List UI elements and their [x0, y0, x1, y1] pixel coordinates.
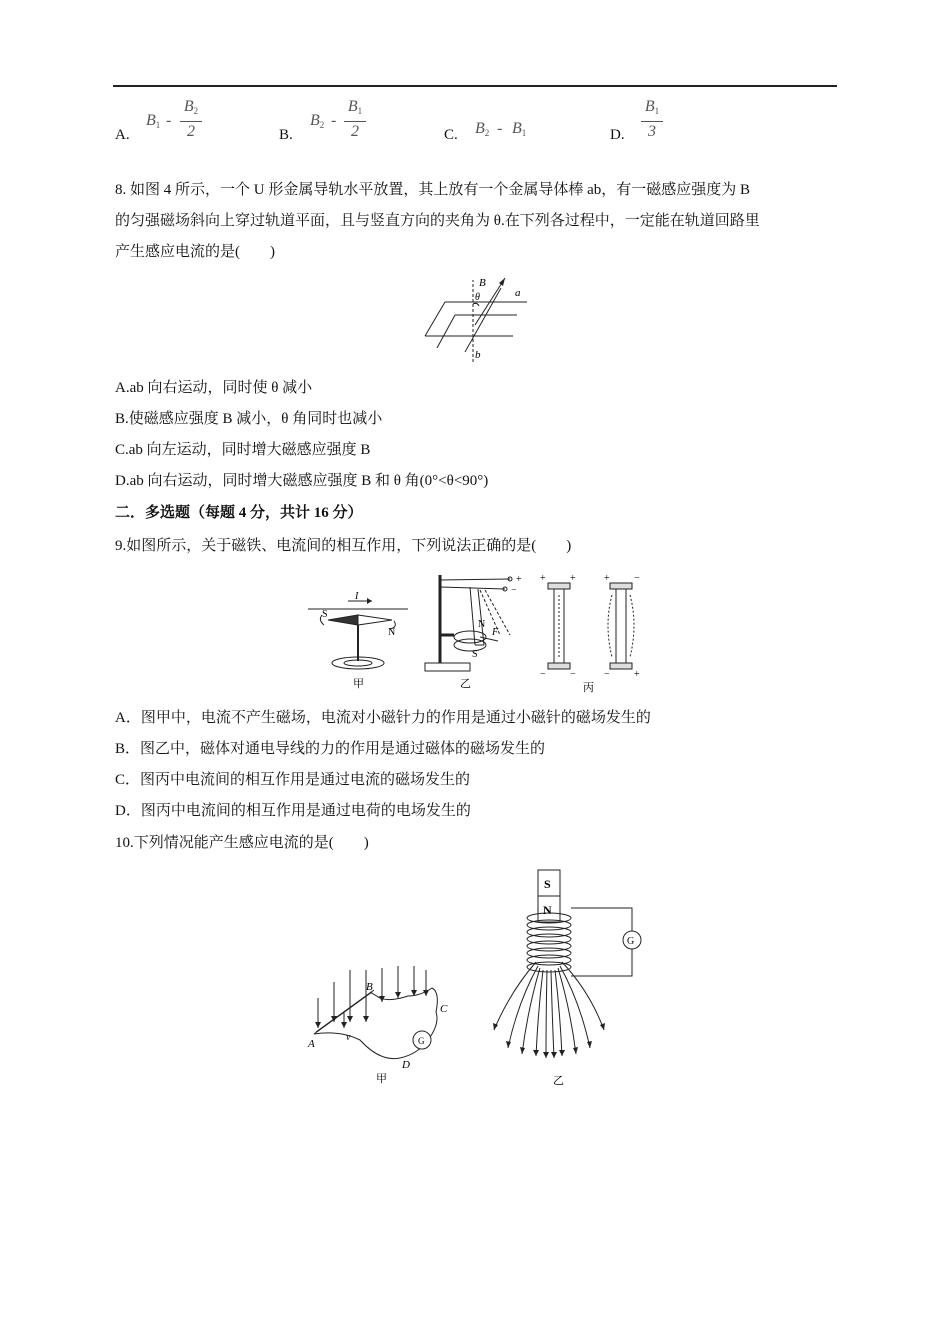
q9-option-c: C．图丙中电流间的相互作用是通过电流的磁场发生的: [115, 772, 471, 788]
q7-option-a-label: A.: [115, 127, 130, 143]
label-I: I: [355, 591, 359, 602]
q9-figure: [300, 565, 660, 697]
q7-option-b-op: -: [331, 112, 337, 129]
bing-plus-2: +: [570, 573, 576, 584]
label-N-yi: N: [478, 619, 486, 630]
q9-option-d: D．图丙中电流间的相互作用是通过电荷的电场发生的: [115, 803, 471, 819]
bing-plus-4: +: [634, 669, 640, 680]
label-b: b: [475, 349, 481, 361]
q8-option-c: C.ab 向左运动，同时增大磁感应强度 B: [115, 442, 371, 458]
q9-stem: 9.如图所示，关于磁铁、电流间的相互作用，下列说法正确的是( ): [115, 538, 572, 554]
q8-stem-line1: 8. 如图 4 所示，一个 U 形金属导轨水平放置，其上放有一个金属导体棒 ab，有一磁感应强度为 B: [115, 182, 750, 198]
bing-minus-2: −: [570, 669, 576, 680]
q7-option-a-fraction: $B_2$ 2: [180, 98, 202, 141]
label10-G-jia: G: [418, 1036, 425, 1046]
q7-option-a-lhs: $B_1$: [146, 112, 161, 130]
conductor-ab: [465, 288, 501, 352]
bing-plus-1: +: [540, 573, 546, 584]
header-rule: [113, 85, 837, 87]
label-theta: θ: [475, 292, 480, 303]
q7-option-a-op: -: [166, 112, 172, 129]
label10-B: B: [366, 981, 373, 993]
q7-option-c-label: C.: [444, 127, 458, 143]
fig-bing: [548, 583, 634, 669]
bing-left-top-clamp: [548, 583, 570, 589]
q8-option-b: B.使磁感应强度 B 减小，θ 角同时也减小: [115, 411, 383, 427]
label-S-yi: S: [472, 649, 478, 660]
q9-option-a: A．图甲中，电流不产生磁场，电流对小磁针力的作用是通过小磁针的磁场发生的: [115, 710, 651, 726]
caption-bing: 丙: [583, 682, 594, 694]
label10-v: v: [346, 1032, 351, 1043]
q9-option-b: B．图乙中，磁体对通电导线的力的作用是通过磁体的磁场发生的: [115, 741, 546, 757]
angle-arc: [473, 303, 479, 306]
q7-option-d-fraction: $B_1$ 3: [641, 98, 663, 141]
q10-figure: [300, 862, 650, 1092]
bing-minus-4: −: [604, 669, 610, 680]
q8-option-d: D.ab 向右运动，同时增大磁感应强度 B 和 θ 角(0°<θ<90°): [115, 473, 489, 489]
q7-option-b-fraction: $B_1$ 2: [344, 98, 366, 141]
rail-left-edge: [425, 302, 445, 336]
fig-yi: [425, 575, 512, 671]
fig10-yi: [494, 870, 641, 1058]
stand-base: [425, 663, 470, 671]
label10-N: N: [543, 903, 552, 917]
q7-option-c-lhs: $B_2$: [475, 120, 490, 138]
q7-option-c-rhs: $B_1$: [512, 120, 527, 138]
caption10-yi: 乙: [553, 1075, 564, 1087]
q10-stem: 10.下列情况能产生感应电流的是( ): [115, 835, 369, 851]
q7-option-d-label: D.: [610, 127, 625, 143]
caption-yi: 乙: [460, 678, 471, 690]
bing-minus-3: −: [634, 573, 640, 584]
q8-option-a: A.ab 向右运动，同时使 θ 减小: [115, 380, 313, 396]
q8-figure-rail: [415, 270, 535, 370]
needle-n-half: [358, 615, 392, 625]
label10-G-yi: G: [627, 936, 635, 947]
label10-C: C: [440, 1003, 448, 1015]
label10-D: D: [402, 1059, 410, 1071]
label10-S: S: [544, 877, 551, 891]
label-minus-yi: −: [511, 585, 517, 596]
bing-minus-1: −: [540, 669, 546, 680]
q7-option-c-op: -: [497, 120, 503, 137]
needle-s-half: [328, 615, 358, 625]
label-B: B: [479, 277, 486, 289]
field-arrow-head: [499, 278, 505, 286]
q8-stem-line2: 的匀强磁场斜向上穿过轨道平面，且与竖直方向的夹角为 θ.在下列各过程中，一定能在轨道回路里: [115, 213, 760, 229]
rail-lower-left: [437, 315, 455, 348]
bing-right-top-clamp: [610, 583, 632, 589]
caption-jia: 甲: [353, 678, 364, 690]
q8-stem-line3: 产生感应电流的是( ): [115, 244, 275, 260]
label-S-jia: S: [322, 609, 328, 620]
section-heading-multi-choice: 二．多选题（每题 4 分，共计 16 分）: [115, 505, 363, 521]
q7-option-b-lhs: $B_2$: [310, 112, 325, 130]
top-bar: [440, 579, 510, 580]
label-a: a: [515, 287, 521, 299]
label-N-jia: N: [388, 627, 396, 638]
label-F: F: [492, 627, 499, 638]
bing-plus-3: +: [604, 573, 610, 584]
q7-option-b-label: B.: [279, 127, 293, 143]
caption10-jia: 甲: [376, 1073, 387, 1085]
label-plus-yi: +: [516, 574, 522, 585]
label10-A: A: [308, 1038, 315, 1050]
